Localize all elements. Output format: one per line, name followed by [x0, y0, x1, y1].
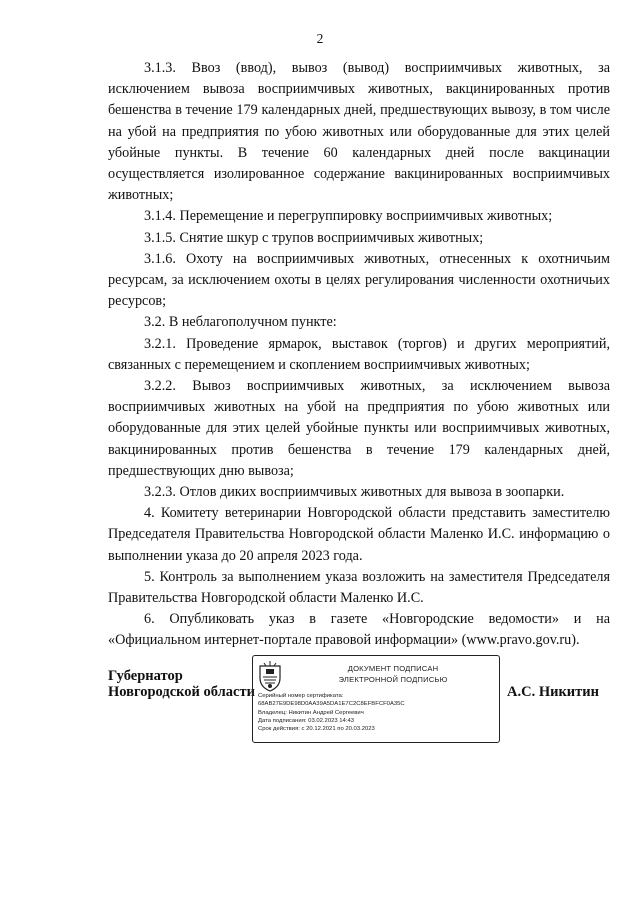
electronic-signature-stamp — [252, 655, 500, 743]
signer-position-line1: Губернатор — [108, 668, 183, 684]
page-number: 2 — [316, 31, 324, 46]
stamp-title-line1: ДОКУМЕНТ ПОДПИСАН — [347, 664, 439, 673]
stamp-serial-value: 68AB27E9DE98D0AA39A5DA1E7C2C8EFBFCF0A35C — [258, 701, 405, 708]
signer-position-line2: Новгородской области — [108, 684, 255, 700]
paragraph-3-1-3: 3.1.3. Ввоз (ввод), вывоз (вывод) восприимчивых животных, за исключением вывоза восприимчивых животных, вакцинированных против бешенства в течение 179 календарных дней, предшествующих вывозу, в том числе на убой на предприятия по убою животных или оборудованные для этих целей убойные пункты. В течение 60 календарных дней после вакцинации осуществляется изолированное содержание вакцинированных восприимчивых животных; — [108, 60, 610, 204]
paragraph-3-2-2: 3.2.2. Вывоз восприимчивых животных, за исключением вывоза восприимчивых животных на убой на предприятия по убою животных или оборудованные для этих целей убойные пункты или восприимчивых животных, вакцинированных против бешенства в течение 179 календарных дней, предшествующих дню вывоза; — [108, 378, 610, 479]
paragraph-4: 4. Комитету ветеринарии Новгородской области представить заместителю Председателя Правительства Новгородской области Маленко И.С. информацию о выполнении указа до 20 апреля 2023 года. — [108, 505, 610, 564]
coat-of-arms-icon — [257, 660, 283, 692]
stamp-details — [258, 692, 496, 733]
paragraph-3-1-4: 3.1.4. Перемещение и перегруппировку восприимчивых животных; — [144, 208, 553, 225]
stamp-owner: Владелец: Никитин Андрей Сергеевич — [258, 709, 364, 716]
paragraph-3-1-6: 3.1.6. Охоту на восприимчивых животных, отнесенных к охотничьим ресурсам, за исключением охоты в целях регулирования численности охотничьих ресурсов; — [108, 250, 610, 310]
paragraph-3-1-5: 3.1.5. Снятие шкур с трупов восприимчивых животных; — [144, 229, 484, 246]
signer-name: А.С. Никитин — [507, 684, 599, 700]
stamp-serial-label: Серийный номер сертификата: — [258, 693, 344, 699]
document-body — [108, 58, 610, 652]
paragraph-3-2: 3.2. В неблагополучном пункте: — [144, 314, 337, 331]
paragraph-3-2-1: 3.2.1. Проведение ярмарок, выставок (торгов) и других мероприятий, связанных с перемещением и скоплением восприимчивых животных; — [108, 335, 610, 373]
paragraph-3-2-3: 3.2.3. Отлов диких восприимчивых животных для вывоза в зоопарки. — [144, 484, 565, 501]
stamp-title — [293, 663, 493, 685]
stamp-title-line2: ЭЛЕКТРОННОЙ ПОДПИСЬЮ — [338, 675, 448, 684]
paragraph-6: 6. Опубликовать указ в газете «Новгородские ведомости» и на «Официальном интернет-портале правовой информации» (www.pravo.gov.ru). — [108, 611, 610, 649]
signer-position — [108, 668, 255, 700]
stamp-signed-date: Дата подписания: 03.02.2023 14:43 — [258, 717, 355, 724]
stamp-validity: Срок действия: с 20.12.2021 по 20.03.2023 — [258, 726, 375, 733]
paragraph-5: 5. Контроль за выполнением указа возложить на заместителя Председателя Правительства Новгородской области Маленко И.С. — [108, 568, 610, 607]
